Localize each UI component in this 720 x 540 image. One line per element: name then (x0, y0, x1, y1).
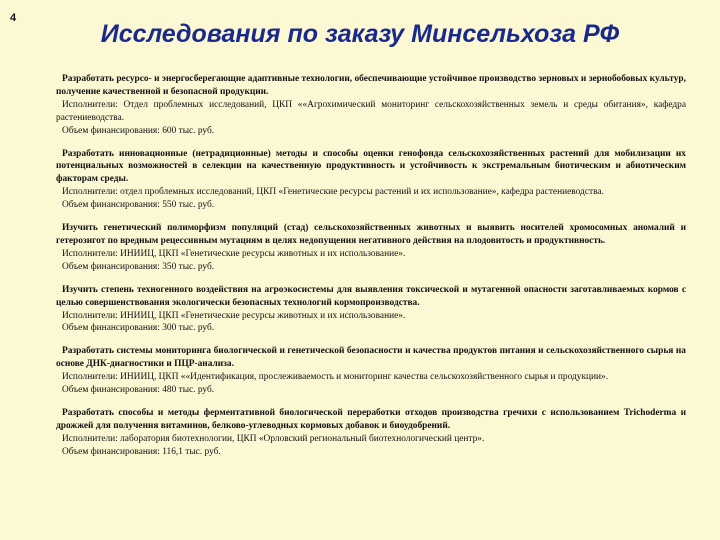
research-topic: Изучить генетический полиморфизм популяций (стад) сельскохозяйственных животных и выявить носителей хромосомных аномалий и гетерозигот по вредным рецессивным мутациям в целях недопущения негативного действия на плодовитость и продуктивность. (56, 223, 686, 246)
research-item-4 (56, 284, 686, 336)
research-executor: Исполнители: отдел проблемных исследований, ЦКП «Генетические ресурсы растений и их использование», кафедра растениеводства. (62, 187, 604, 198)
research-item-1 (56, 73, 686, 138)
research-executor: Исполнители: Отдел проблемных исследований, ЦКП ««Агрохимический мониторинг сельскохозяйственных земель и среды обитания», кафедра растениеводства. (56, 99, 686, 123)
research-funding: Объем финансирования: 480 тыс. руб. (62, 385, 215, 396)
research-executor: Исполнители: ИНИИЦ, ЦКП «Генетические ресурсы животных и их использование». (62, 248, 406, 259)
research-item-5 (56, 345, 686, 397)
research-topic: Разработать ресурсо- и энергосберегающие адаптивные технологии, обеспечивающие устойчивое производство зерновых и зернобобовых культур, получение качественной и безопасной продукции. (56, 74, 686, 97)
research-funding: Объем финансирования: 350 тыс. руб. (62, 261, 215, 272)
research-topic: Разработать инновационные (нетрадиционные) методы и способы оценки генофонда сельскохозяйственных растений для мобилизации их потенциальных возможностей в селекции на качественную продуктивность и устойчивость к экстремальным биотическим и абиотическим факторам среды. (56, 148, 686, 185)
research-executor: Исполнители: ИНИИЦ, ЦКП «Генетические ресурсы животных и их использование». (62, 310, 406, 321)
research-topic: Разработать системы мониторинга биологической и генетической безопасности и качества продуктов питания и сельскохозяйственного сырья на основе ДНК-диагностики и ПЦР-анализа. (56, 346, 686, 370)
research-item-6 (56, 407, 686, 459)
research-list (56, 73, 686, 469)
page-number: 4 (10, 12, 17, 24)
page-title: Исследования по заказу Минсельхоза РФ (100, 20, 620, 48)
research-executor: Исполнители: ИНИИЦ, ЦКП ««Идентификация, прослеживаемость и мониторинг качества сельскохозяйственного сырья и продукции». (62, 372, 609, 383)
research-executor: Исполнители: лаборатория биотехнологии, ЦКП «Орловский региональный биотехнологический центр». (62, 433, 485, 444)
research-funding: Объем финансирования: 116,1 тыс. руб. (62, 446, 221, 457)
research-funding: Объем финансирования: 300 тыс. руб. (62, 323, 215, 334)
research-funding: Объем финансирования: 600 тыс. руб. (62, 125, 215, 136)
research-topic: Разработать способы и методы ферментативной биологической переработки отходов производства гречихи с использованием Trichoderma и дрожжей для получения витаминов, белково-углеводных кормовых добавок и биоудобрений. (56, 407, 686, 431)
research-topic: Изучить степень техногенного воздействия на агроэкосистемы для выявления токсической и мутагенной опасности заготавливаемых кормов с целью совершенствования экологически безопасных технологий кормопроизводства. (56, 284, 686, 308)
research-item-2 (56, 148, 686, 213)
research-funding: Объем финансирования: 550 тыс. руб. (62, 200, 215, 211)
research-item-3 (56, 222, 686, 274)
